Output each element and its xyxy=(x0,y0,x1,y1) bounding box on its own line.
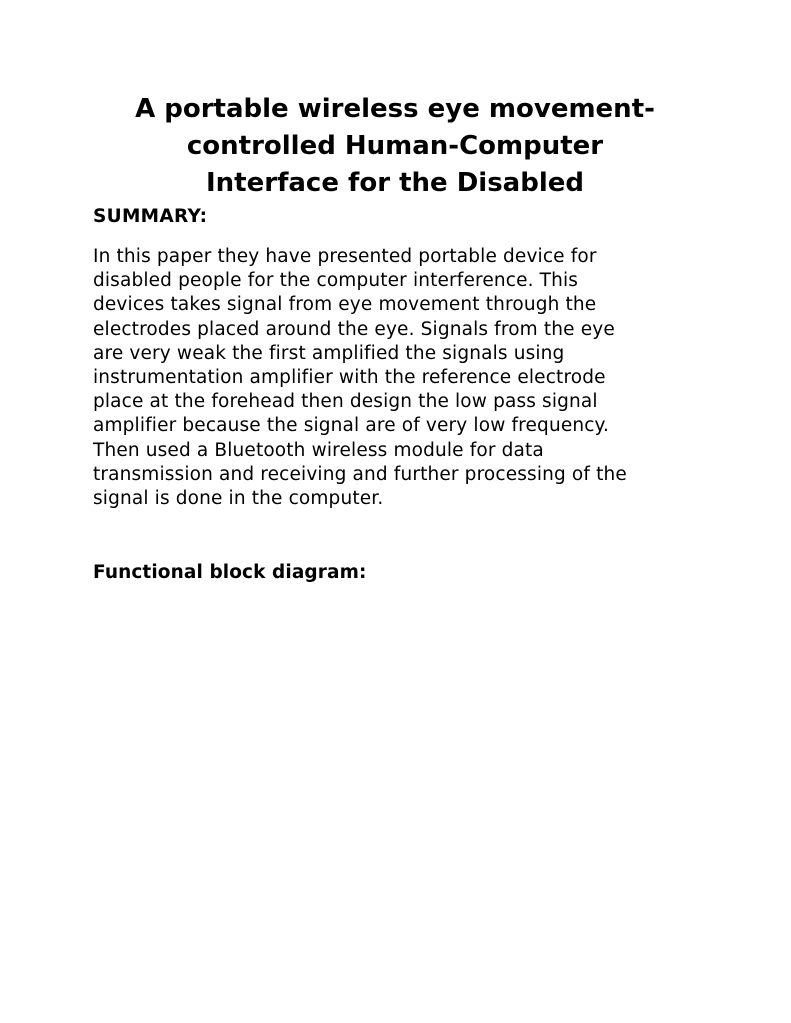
summary-line: signal is done in the computer. xyxy=(93,488,384,510)
summary-line: instrumentation amplifier with the reference electrode xyxy=(93,367,606,389)
title-line: controlled Human-Computer xyxy=(186,131,604,161)
title-line: A portable wireless eye movement- xyxy=(135,94,655,124)
summary-line: Then used a Bluetooth wireless module for data xyxy=(93,439,544,461)
title-line: Interface for the Disabled xyxy=(206,168,584,198)
summary-line: electrodes placed around the eye. Signals from the eye xyxy=(93,318,615,340)
summary-line: disabled people for the computer interference. This xyxy=(93,270,579,292)
summary-line: devices takes signal from eye movement through the xyxy=(93,294,597,316)
block-diagram-heading: Functional block diagram: xyxy=(93,562,367,583)
summary-line: In this paper they have presented portable device for xyxy=(93,246,597,267)
summary-heading: SUMMARY: xyxy=(93,206,208,227)
summary-paragraph xyxy=(93,245,733,511)
document-title xyxy=(80,91,710,202)
summary-line: place at the forehead then design the low pass signal xyxy=(93,391,598,413)
summary-line: amplifier because the signal are of very low frequency. xyxy=(93,415,610,437)
summary-line: are very weak the first amplified the signals using xyxy=(93,342,565,364)
summary-line: transmission and receiving and further processing of the xyxy=(93,463,627,485)
